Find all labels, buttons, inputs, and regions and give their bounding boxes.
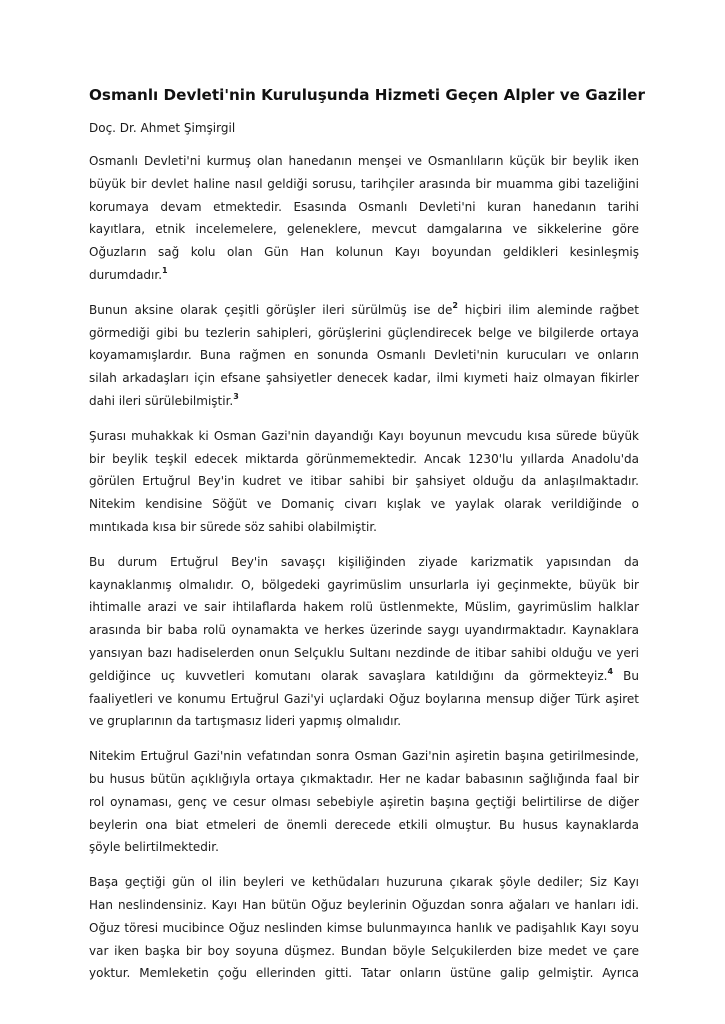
text-segment: Bu [613,668,640,683]
text-line [89,390,639,413]
text-segment: hiçbiri ilim aleminde rağbet [457,302,639,317]
text-line: koyamamışlardır. Buna rağmen en sonunda Osmanlı Devleti'nin kurucuları ve onların [89,348,639,363]
text-line: rol oynaması, genç ve cesur olması sebebiyle aşiretin başına geçtiği belirtilirse de diğer [89,794,639,809]
text-line: korumaya devam etmektedir. Esasında Osmanlı Devleti'ni kuran hanedanın tarihi [89,199,639,214]
text-line: Osmanlı Devleti'ni kurmuş olan hanedanın menşei ve Osmanlıların küçük bir beylik iken [89,154,639,168]
text-line: şöyle belirtilmektedir. [89,840,219,855]
paragraph-3 [89,425,639,539]
text-line [89,299,639,322]
text-line: kaynaklanmış olmalıdır. O, bölgedeki gayrimüslim unsurlarla iyi geçinmekte, büyük bir [89,577,639,592]
text-line: Oğuzların sağ kolu olan Gün Han kolunun Kayı boyundan geldikleri kesinleşmiş [89,245,639,260]
text-line: kayıtlara, etnik incelemelere, geleneklere, mevcut damgalarına ve sikkelerine göre [89,222,639,237]
text-line: görmediği gibi bu tezlerin sahipleri, görüşlerini güçlendirecek belge ve bilgilerde ortaya [89,325,639,340]
text-line: beylerin ona biat etmeleri de önemli derecede etkili olmuştur. Bu husus kaynaklarda [89,817,639,832]
text-line: Başa geçtiği gün ol ilin beyleri ve kethüdaları huzuruna çıkarak şöyle dediler; Siz Kayı [89,875,639,890]
text-line: Nitekim kendisine Söğüt ve Domaniç civarı kışlak ve yaylak olarak verildiğinde o [89,497,639,512]
text-line [89,264,639,287]
footnote-ref[interactable]: 2 [452,300,458,310]
text-line: arasında bir baba rolü oynamakta ve herkes üzerinde saygı uyandırmaktadır. Kaynaklara [89,623,639,638]
text-line: Han neslindensiniz. Kayı Han bütün Oğuz beylerinin Oğuzdan sonra ağaları ve hanları idi. [89,897,639,912]
text-segment: durumdadır. [89,267,163,282]
text-line: ihtimalle arazi ve sair ihtilaflarda hakem rolü üstlenmekte, Müslim, gayrimüslim halklar [89,600,639,615]
paragraph-5 [89,745,639,859]
paragraph-4 [89,551,639,733]
text-line: büyük bir devlet haline nasıl geldiği sorusu, tarihçiler arasında bir muamma gibi tazeliğini [89,176,639,191]
text-line: yoktur. Memleketin çoğu ellerinden gitti. Tatar onların üstüne galip gelmiştir. Ayrıca [89,966,639,981]
footnote-ref[interactable]: 3 [233,391,239,401]
text-line: bir beylik teşkil edecek miktarda görünmemektedir. Ancak 1230'lu yıllarda Anadolu'da [89,451,639,466]
text-line: yansıyan bazı hadiselerden onun Selçuklu Sultanı nezdinde de itibar sahibi olduğu ve yeri [89,645,639,660]
text-line: mıntıkada kısa bir sürede söz sahibi olabilmiştir. [89,519,377,534]
text-line: ve gruplarının da tartışmasız lideri yapmış olmalıdır. [89,714,402,729]
text-segment: Bunun aksine olarak çeşitli görüşler ileri sürülmüş ise de [89,302,453,317]
text-line: bu husus bütün açıklığıyla ortaya çıkmaktadır. Her ne kadar babasının sağlığında faal bir [89,771,639,786]
text-line: görülen Ertuğrul Bey'in kudret ve itibar sahibi bir şahsiyet olduğu da anlaşılmaktadır. [89,474,639,489]
document-title: Osmanlı Devleti'nin Kuruluşunda Hizmeti Geçen Alpler ve Gaziler [89,86,645,104]
text-line: Nitekim Ertuğrul Gazi'nin vefatından sonra Osman Gazi'nin aşiretin başına getirilmesinde, [89,749,639,764]
text-segment: dahi ileri sürülebilmiştir. [89,393,234,408]
paragraph-2 [89,299,639,413]
paragraph-6 [89,871,639,985]
paragraph-1 [89,150,639,287]
text-segment: geldiğince uç kuvvetleri komutanı olarak savaşlara katıldığını da görmekteyiz. [89,668,608,683]
document-page [89,84,645,985]
text-line: Şurası muhakkak ki Osman Gazi'nin dayandığı Kayı boyunun mevcudu kısa sürede büyük [89,428,639,443]
footnote-ref[interactable]: 4 [607,666,614,676]
footnote-ref[interactable]: 1 [162,265,168,275]
text-line: Oğuz töresi mucibince Oğuz neslinden kimse bulunmayınca hanlık ve padişahlık Kayı soyu [89,920,639,935]
text-line [89,665,639,688]
text-line: silah arkadaşları için efsane şahsiyetler denecek kadar, ilmi kıymeti haiz olmayan fikirler [89,371,639,386]
text-line: Bu durum Ertuğrul Bey'in savaşçı kişiliğinden ziyade karizmatik yapısından da [89,554,639,569]
text-line: faaliyetleri ve konumu Ertuğrul Gazi'yi uçlardaki Oğuz boylarına mensup diğer Türk aşiret [89,691,639,706]
author-name: Doç. Dr. Ahmet Şimşirgil [89,121,236,135]
text-line: var iken başka bir boy soyuna düşmez. Bundan böyle Selçukilerden bize medet ve çare [89,943,639,958]
